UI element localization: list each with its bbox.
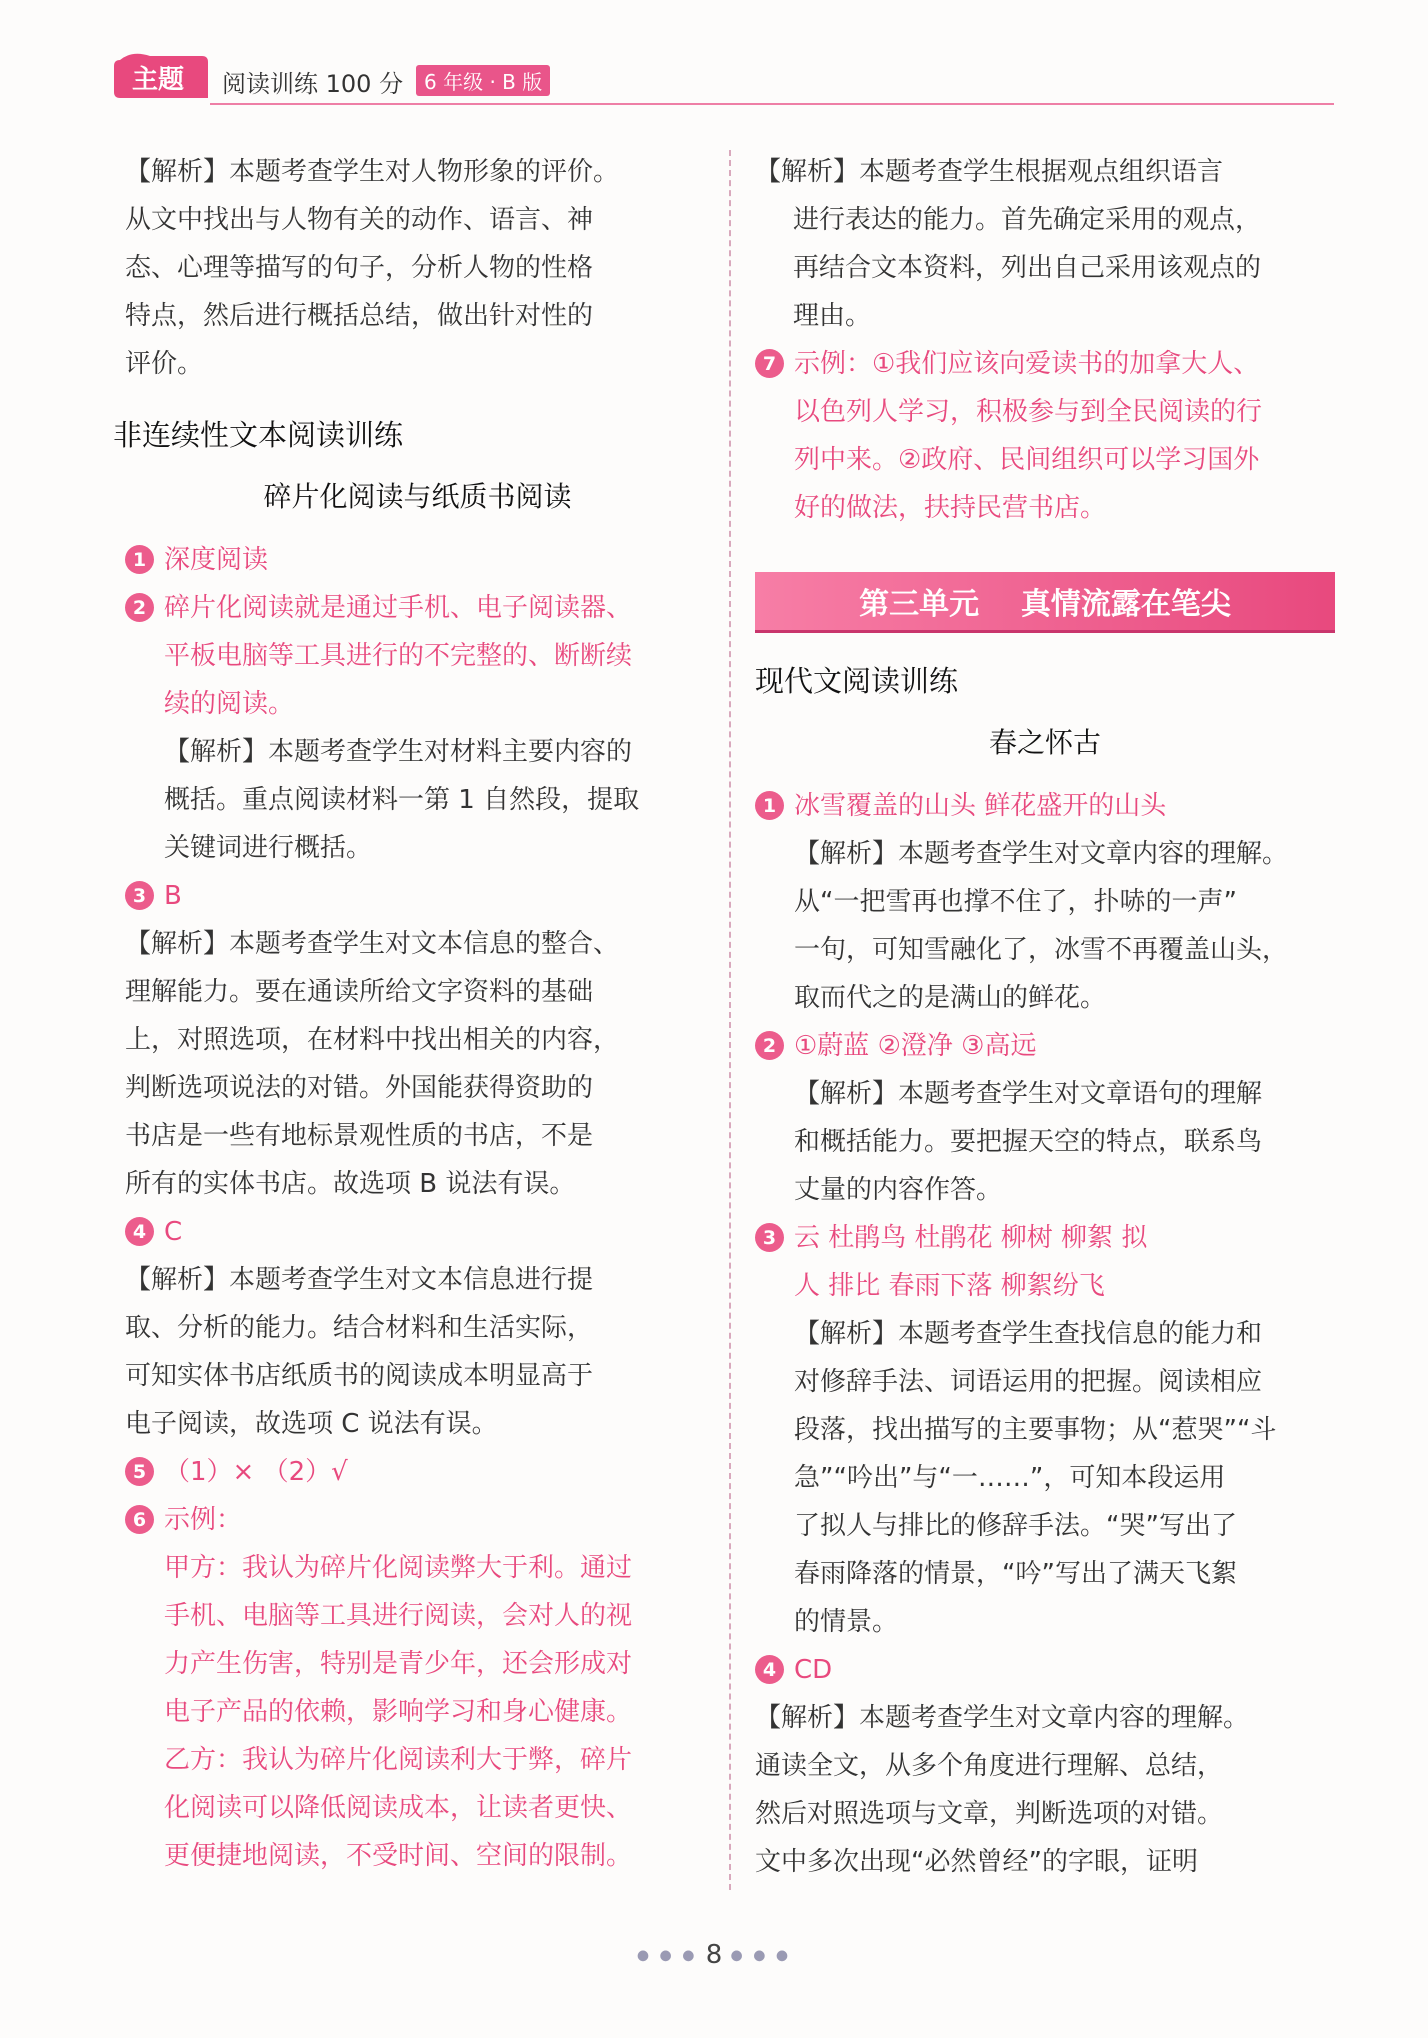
answer-text: 电子产品的依赖，影响学习和身心健康。 [164, 1697, 633, 1727]
analysis-text: 取而代之的是满山的鲜花。 [794, 983, 1107, 1013]
header-rule [210, 103, 1334, 105]
text-line: 【解析】本题考查学生对人物形象的评价。 [125, 157, 620, 187]
question-1 [755, 782, 1335, 1022]
analysis-text: 电子阅读，故选项 C 说法有误。 [125, 1409, 498, 1439]
analysis-text: 进行表达的能力。首先确定采用的观点， [793, 205, 1262, 235]
answer-text: 甲方：我认为碎片化阅读弊大于利。通过 [164, 1553, 633, 1583]
question-number-badge: 6 [125, 1505, 154, 1534]
text-line: 从文中找出与人物有关的动作、语言、神 [125, 205, 594, 235]
right-column [755, 148, 1335, 1886]
analysis-text: 的情景。 [794, 1607, 899, 1637]
unit-banner [755, 572, 1335, 630]
analysis-text: 段落，找出描写的主要事物；从“惹哭”“斗 [794, 1415, 1277, 1445]
analysis-text: 上，对照选项，在材料中找出相关的内容， [125, 1025, 620, 1055]
analysis-text: 【解析】本题考查学生对文本信息进行提 [125, 1265, 594, 1295]
article-title: 碎片化阅读与纸质书阅读 [263, 480, 572, 513]
answer-text: C [164, 1217, 183, 1247]
section-heading: 非连续性文本阅读训练 [113, 418, 404, 452]
analysis-text: 概括。重点阅读材料一第 1 自然段，提取 [164, 785, 640, 815]
question-number-badge: 4 [755, 1655, 784, 1684]
page-header [112, 50, 1334, 114]
question-number-badge: 1 [755, 791, 784, 820]
answer-text: 云 杜鹃鸟 杜鹃花 柳树 柳絮 拟 [794, 1223, 1148, 1253]
q6-analysis [755, 148, 1335, 340]
analysis-text: 一句，可知雪融化了，冰雪不再覆盖山头， [794, 935, 1289, 965]
analysis-text: 判断选项说法的对错。外国能获得资助的 [125, 1073, 594, 1103]
answer-text: 手机、电脑等工具进行阅读，会对人的视 [164, 1601, 633, 1631]
text-line: 特点，然后进行概括总结，做出针对性的 [125, 301, 594, 331]
left-column [113, 148, 710, 1880]
question-number-badge: 2 [755, 1031, 784, 1060]
question-3 [125, 872, 710, 920]
question-number-badge: 2 [125, 593, 154, 622]
article-title: 春之怀古 [988, 726, 1101, 759]
section-heading: 现代文阅读训练 [755, 664, 959, 698]
question-4-analysis [125, 1256, 710, 1448]
answer-text: 人 排比 春雨下落 柳絮纷飞 [794, 1271, 1105, 1301]
question-number-badge: 1 [125, 545, 154, 574]
page-footer [0, 1940, 1428, 1970]
analysis-text: 关键词进行概括。 [164, 833, 373, 863]
analysis-text: 【解析】本题考查学生对文章内容的理解。 [794, 839, 1289, 869]
question-number-badge: 7 [755, 349, 784, 378]
column-divider [729, 150, 731, 1890]
question-1 [125, 536, 710, 584]
analysis-text: 理由。 [793, 301, 872, 331]
answer-text: 碎片化阅读就是通过手机、电子阅读器、 [164, 593, 633, 623]
series-logo [112, 50, 210, 104]
analysis-text: 对修辞手法、词语运用的把握。阅读相应 [794, 1367, 1263, 1397]
answer-text: 更便捷地阅读，不受时间、空间的限制。 [164, 1841, 633, 1871]
logo-text: 主题 [131, 65, 185, 95]
answer-text: 化阅读可以降低阅读成本，让读者更快、 [164, 1793, 633, 1823]
answer-text: 深度阅读 [164, 545, 269, 575]
analysis-text: 书店是一些有地标景观性质的书店，不是 [125, 1121, 594, 1151]
question-4 [755, 1646, 1335, 1694]
question-number-badge: 5 [125, 1457, 154, 1486]
analysis-text: 取、分析的能力。结合材料和生活实际， [125, 1313, 594, 1343]
dots-decoration-right: ● ● ● [730, 1947, 792, 1964]
analysis-text: 了拟人与排比的修辞手法。“哭”写出了 [794, 1511, 1237, 1541]
answer-text: 以色列人学习，积极参与到全民阅读的行 [794, 397, 1263, 427]
unit-title: 第三单元 真情流露在笔尖 [859, 587, 1231, 622]
intro-analysis [125, 148, 710, 388]
answer-text: 示例： [164, 1505, 243, 1535]
question-2 [755, 1022, 1335, 1214]
answer-text: 示例：①我们应该向爱读书的加拿大人、 [794, 349, 1260, 379]
dots-decoration-left: ● ● ● [636, 1947, 698, 1964]
analysis-text: 【解析】本题考查学生对文章内容的理解。 [755, 1703, 1250, 1733]
analysis-text: 然后对照选项与文章，判断选项的对错。 [755, 1799, 1224, 1829]
text-line: 评价。 [125, 349, 204, 379]
answer-text: B [164, 881, 182, 911]
analysis-text: 通读全文，从多个角度进行理解、总结， [755, 1751, 1224, 1781]
analysis-text: 【解析】本题考查学生根据观点组织语言 [755, 157, 1224, 187]
analysis-text: 【解析】本题考查学生对文本信息的整合、 [125, 929, 620, 959]
question-7 [755, 340, 1335, 532]
analysis-text: 【解析】本题考查学生对文章语句的理解 [794, 1079, 1263, 1109]
answer-text: ①蔚蓝 ②澄净 ③高远 [794, 1031, 1037, 1061]
page-number: 8 [705, 1940, 723, 1970]
analysis-text: 文中多次出现“必然曾经”的字眼，证明 [755, 1847, 1198, 1877]
analysis-text: 急”“吟出”与“一……”，可知本段运用 [794, 1463, 1226, 1493]
analysis-text: 可知实体书店纸质书的阅读成本明显高于 [125, 1361, 594, 1391]
answer-text: 好的做法，扶持民营书店。 [794, 493, 1107, 523]
analysis-text: 【解析】本题考查学生对材料主要内容的 [164, 737, 633, 767]
text-line: 态、心理等描写的句子，分析人物的性格 [125, 253, 594, 283]
analysis-text: 从“一把雪再也撑不住了，扑哧的一声” [794, 887, 1237, 917]
book-title: 阅读训练 100 分 [222, 70, 404, 98]
question-3 [755, 1214, 1335, 1646]
answer-text: 冰雪覆盖的山头 鲜花盛开的山头 [794, 791, 1167, 821]
analysis-text: 春雨降落的情景，“吟”写出了满天飞絮 [794, 1559, 1237, 1589]
analysis-text: 和概括能力。要把握天空的特点，联系鸟 [794, 1127, 1263, 1157]
question-6 [125, 1496, 710, 1880]
answer-text: 乙方：我认为碎片化阅读利大于弊，碎片 [164, 1745, 633, 1775]
analysis-text: 丈量的内容作答。 [794, 1175, 1003, 1205]
question-5 [125, 1448, 710, 1496]
question-number-badge: 3 [755, 1223, 784, 1252]
analysis-text: 所有的实体书店。故选项 B 说法有误。 [125, 1169, 576, 1199]
question-number-badge: 4 [125, 1217, 154, 1246]
analysis-text: 【解析】本题考查学生查找信息的能力和 [794, 1319, 1263, 1349]
answer-text: 力产生伤害，特别是青少年，还会形成对 [164, 1649, 633, 1679]
answer-text: 平板电脑等工具进行的不完整的、断断续 [164, 641, 633, 671]
question-3-analysis [125, 920, 710, 1208]
answer-text: 续的阅读。 [164, 689, 295, 719]
answer-text: 列中来。②政府、民间组织可以学习国外 [794, 445, 1260, 475]
question-4-analysis [755, 1694, 1335, 1886]
question-number-badge: 3 [125, 881, 154, 910]
grade-badge: 6 年级 · B 版 [416, 65, 550, 96]
answer-text: CD [794, 1655, 833, 1685]
question-2 [125, 584, 710, 872]
question-4 [125, 1208, 710, 1256]
analysis-text: 理解能力。要在通读所给文字资料的基础 [125, 977, 594, 1007]
analysis-text: 再结合文本资料，列出自己采用该观点的 [793, 253, 1262, 283]
answer-text: （1）× （2）√ [164, 1457, 348, 1487]
